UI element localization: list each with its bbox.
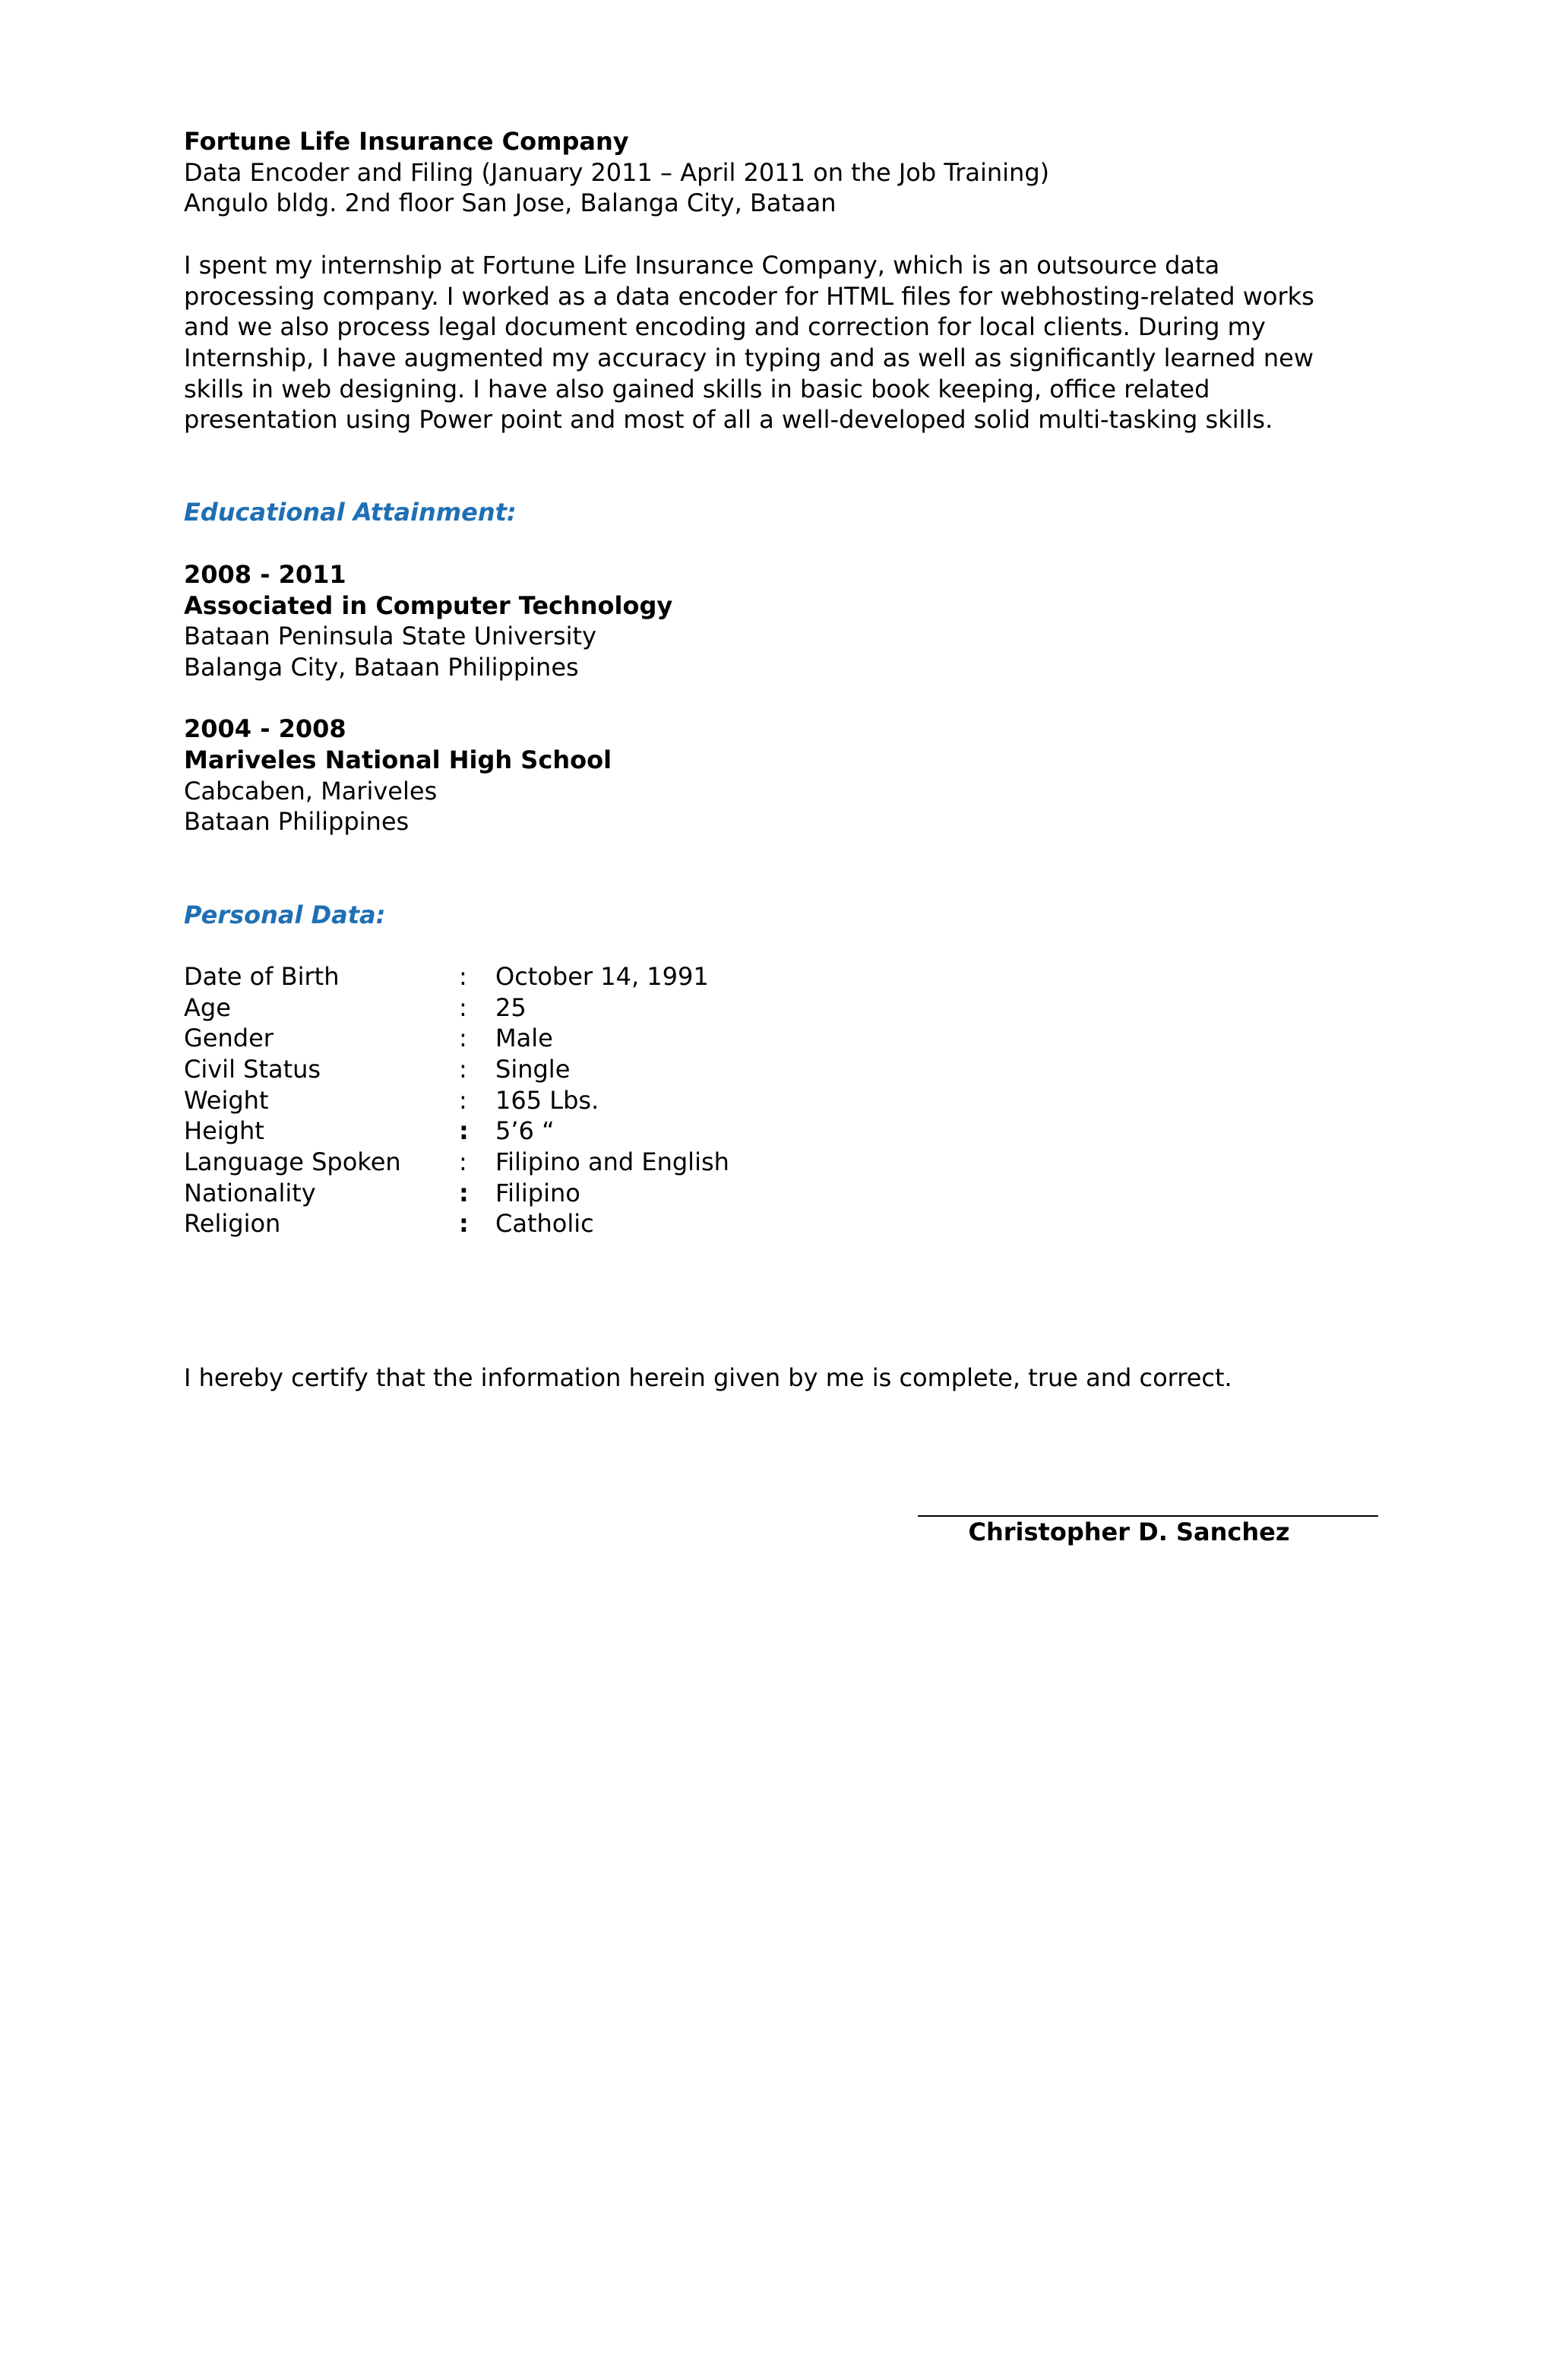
education-school: Bataan Peninsula State University	[184, 622, 596, 651]
row-value: Male	[495, 1024, 553, 1053]
personal-data-row	[184, 1116, 1384, 1147]
row-value: 25	[495, 992, 527, 1022]
education-location: Bataan Philippines	[184, 807, 410, 837]
row-separator: :	[459, 1085, 467, 1115]
education-section	[184, 497, 1384, 837]
personal-data-row	[184, 1023, 1384, 1054]
personal-data-row	[184, 1147, 1384, 1178]
row-value: 165 Lbs.	[495, 1085, 599, 1115]
company-address: Angulo bldg. 2nd floor San Jose, Balanga City, Bataan	[184, 188, 837, 218]
row-value: Filipino	[495, 1178, 580, 1207]
signatory-name: Christopher D. Sanchez	[968, 1518, 1290, 1546]
education-entry	[184, 714, 1384, 837]
row-value: Catholic	[495, 1209, 594, 1239]
education-years: 2004 - 2008	[184, 714, 346, 744]
row-label: Religion	[184, 1209, 281, 1239]
education-title: Mariveles National High School	[184, 745, 612, 774]
description-line: processing company. I worked as a data encoder for HTML files for webhosting-related works	[184, 281, 1314, 311]
row-separator: :	[459, 992, 467, 1022]
personal-data-row	[184, 1085, 1384, 1116]
row-label: Civil Status	[184, 1054, 321, 1084]
work-experience-section	[184, 126, 1384, 435]
row-label: Date of Birth	[184, 961, 340, 991]
row-value: October 14, 1991	[495, 961, 709, 991]
row-separator: :	[459, 1147, 467, 1177]
row-label: Age	[184, 992, 231, 1022]
education-school: Cabcaben, Mariveles	[184, 776, 438, 805]
description-line: Internship, I have augmented my accuracy in typing and as well as significantly learned new	[184, 343, 1314, 372]
certification-statement: I hereby certify that the information herein given by me is complete, true and correct.	[184, 1363, 1232, 1393]
row-separator: :	[459, 1024, 467, 1053]
row-separator: :	[459, 1209, 469, 1239]
row-label: Weight	[184, 1085, 269, 1115]
row-separator: :	[459, 1054, 467, 1084]
row-label: Gender	[184, 1024, 274, 1053]
row-label: Language Spoken	[184, 1147, 401, 1177]
personal-data-row	[184, 1208, 1384, 1239]
personal-data-row	[184, 992, 1384, 1024]
description-line: presentation using Power point and most of all a well-developed solid multi-tasking skills.	[184, 405, 1273, 435]
row-value: Filipino and English	[495, 1147, 729, 1177]
personal-data-row	[184, 1178, 1384, 1209]
education-entry	[184, 559, 1384, 683]
row-value: 5’6 “	[495, 1116, 555, 1146]
row-label: Nationality	[184, 1178, 316, 1207]
row-separator: :	[459, 961, 467, 991]
description-line: I spent my internship at Fortune Life Insurance Company, which is an outsource data	[184, 250, 1220, 280]
education-heading: Educational Attainment:	[184, 498, 517, 527]
row-label: Height	[184, 1116, 264, 1146]
education-years: 2008 - 2011	[184, 559, 346, 589]
row-value: Single	[495, 1054, 571, 1084]
personal-data-section	[184, 900, 1384, 1240]
description-line: skills in web designing. I have also gained skills in basic book keeping, office related	[184, 374, 1210, 404]
education-title: Associated in Computer Technology	[184, 590, 673, 620]
personal-data-table	[184, 961, 1384, 1239]
education-location: Balanga City, Bataan Philippines	[184, 652, 579, 682]
row-separator: :	[459, 1116, 469, 1146]
personal-data-row	[184, 961, 1384, 992]
row-separator: :	[459, 1178, 469, 1207]
description-line: and we also process legal document encoding and correction for local clients. During my	[184, 312, 1266, 342]
personal-data-row	[184, 1054, 1384, 1085]
signature-block	[918, 1491, 1378, 1548]
experience-description	[184, 250, 1384, 435]
company-name: Fortune Life Insurance Company	[184, 127, 629, 156]
position-title: Data Encoder and Filing (January 2011 – April 2011 on the Job Training)	[184, 157, 1050, 187]
personal-data-heading: Personal Data:	[184, 900, 386, 929]
resume-page	[184, 126, 1384, 1394]
signature-line	[918, 1491, 1378, 1517]
